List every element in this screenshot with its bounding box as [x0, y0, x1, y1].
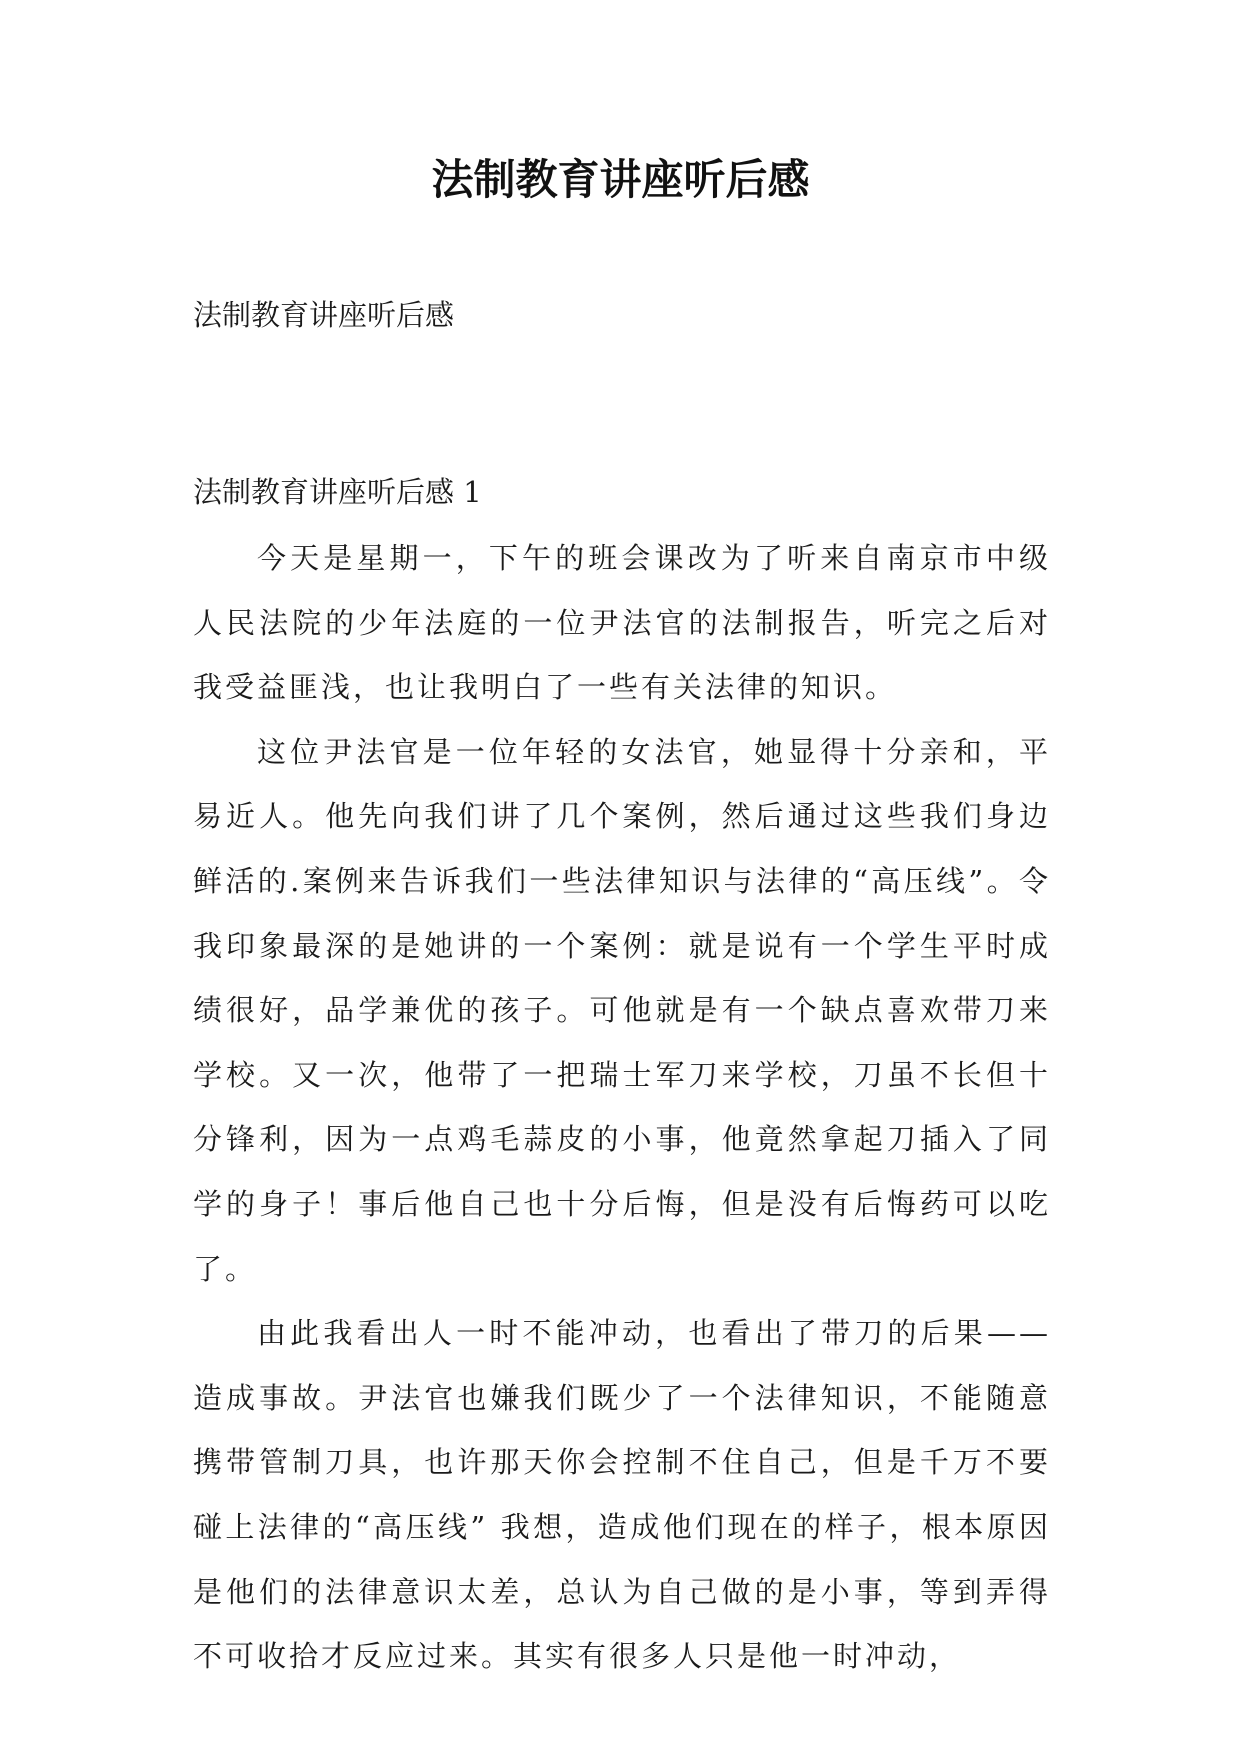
document-title: 法制教育讲座听后感 [431, 155, 810, 204]
body-text [193, 526, 1051, 1689]
paragraph-1: 今天是星期一，下午的班会课改为了听来自南京市中级人民法院的少年法庭的一位尹法官的法制报告，听完之后对我受益匪浅，也让我明白了一些有关法律的知识。 [193, 541, 1051, 705]
paragraph-3: 由此我看出人一时不能冲动，也看出了带刀的后果——造成事故。尹法官也嫌我们既少了一个法律知识，不能随意携带管制刀具，也许那天你会控制不住自己，但是千万不要碰上法律的“高压线” 我想，造成他们现在的样子，根本原因是他们的法律意识太差，总认为自己做的是小事，等到弄得不可收拾才反应过来。其实有很多人只是他一时冲动， [193, 1316, 1051, 1674]
section-heading: 法制教育讲座听后感 1 [193, 475, 482, 509]
document-subtitle: 法制教育讲座听后感 [193, 298, 455, 332]
paragraph-2: 这位尹法官是一位年轻的女法官，她显得十分亲和，平易近人。他先向我们讲了几个案例，然后通过这些我们身边鲜活的.案例来告诉我们一些法律知识与法律的“高压线”。令我印象最深的是她讲的一个案例：就是说有一个学生平时成绩很好，品学兼优的孩子。可他就是有一个缺点喜欢带刀来学校。又一次，他带了一把瑞士军刀来学校，刀虽不长但十分锋利，因为一点鸡毛蒜皮的小事，他竟然拿起刀插入了同学的身子！事后他自己也十分后悔，但是没有后悔药可以吃了。 [193, 734, 1051, 1286]
